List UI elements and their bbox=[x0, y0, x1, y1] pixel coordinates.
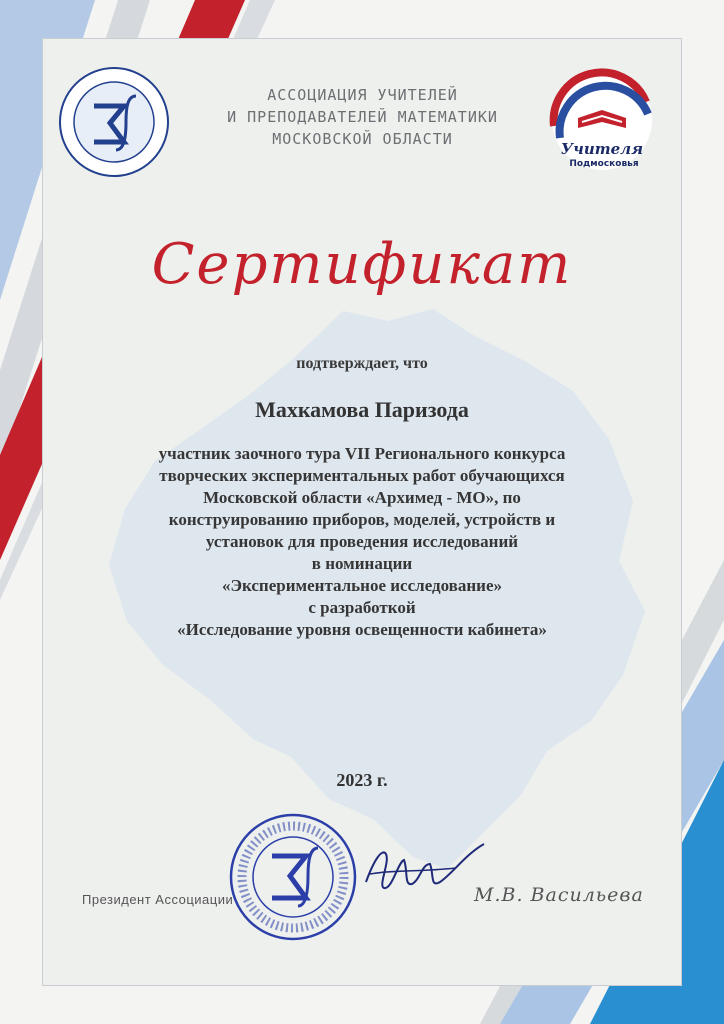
association-logo bbox=[58, 66, 170, 178]
association-title bbox=[205, 84, 520, 150]
certificate-heading: Сертификат bbox=[151, 232, 573, 297]
partner-logo-line2: Подмосковья bbox=[569, 159, 639, 169]
teachers-of-moscow-region-logo bbox=[542, 66, 662, 174]
association-title-line3: МОСКОВСКОЙ ОБЛАСТИ bbox=[272, 130, 453, 148]
body-line: установок для проведения исследований bbox=[205, 532, 519, 551]
signer-name: М.В. Васильева bbox=[474, 884, 644, 906]
certificate-body bbox=[90, 443, 634, 641]
body-line: творческих экспериментальных работ обучающихся bbox=[159, 466, 565, 485]
president-label: Президент Ассоциации bbox=[82, 892, 234, 907]
body-line: Московской области «Архимед - МО», по bbox=[203, 488, 521, 507]
body-line: «Экспериментальное исследование» bbox=[221, 576, 503, 595]
recipient-name: Махкамова Паризода bbox=[255, 397, 469, 422]
partner-logo-line1: Учителя bbox=[560, 140, 644, 158]
association-title-line1: АССОЦИАЦИЯ УЧИТЕЛЕЙ bbox=[267, 86, 458, 104]
certificate-year: 2023 г. bbox=[336, 770, 388, 790]
body-line: в номинации bbox=[311, 554, 413, 573]
body-line: конструированию приборов, моделей, устройств и bbox=[168, 510, 556, 529]
body-line: «Исследование уровня освещенности кабинета» bbox=[177, 620, 547, 639]
association-title-line2: И ПРЕПОДАВАТЕЛЕЙ МАТЕМАТИКИ bbox=[227, 108, 498, 126]
body-line: с разработкой bbox=[308, 598, 416, 617]
official-seal bbox=[228, 812, 358, 942]
body-line: участник заочного тура VII Регионального конкурса bbox=[158, 444, 566, 463]
president-signature bbox=[360, 840, 490, 900]
confirms-text: подтверждает, что bbox=[296, 355, 428, 372]
